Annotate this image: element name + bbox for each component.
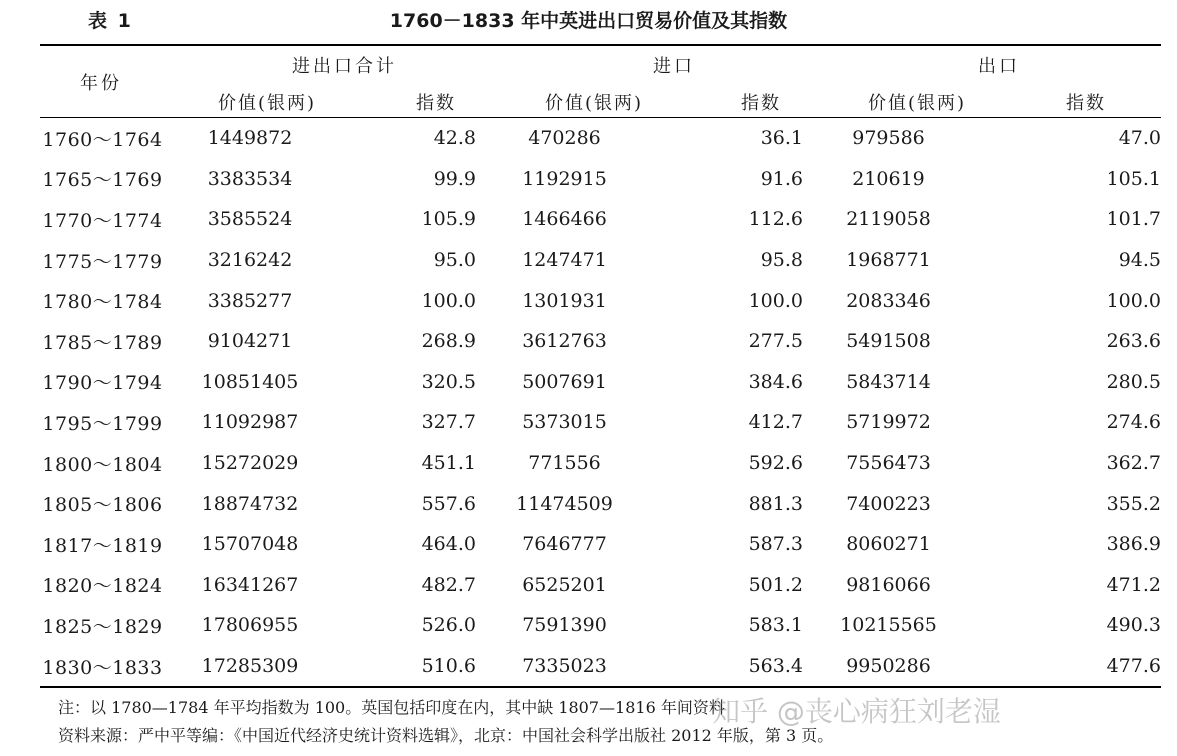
table-row <box>40 118 1161 159</box>
cell-total-value: 16341267 <box>201 573 299 596</box>
cell-import-index: 583.1 <box>748 614 803 637</box>
cell-export-index: 477.6 <box>1106 655 1161 678</box>
table-number: 表 1 <box>88 10 133 32</box>
cell-year: 1770～1774 <box>42 209 163 232</box>
table-row <box>40 199 1161 240</box>
source-line: 资料来源：严中平等编：《中国近代经济史统计资料选辑》，北京：中国社会科学出版社 2012 年版，第 3 页。 <box>58 726 834 745</box>
cell-export-value: 979586 <box>852 127 925 150</box>
cell-export-index: 362.7 <box>1106 452 1161 475</box>
header-export-index: 指数 <box>1066 93 1106 114</box>
cell-import-index: 412.7 <box>748 411 803 434</box>
cell-export-index: 274.6 <box>1106 411 1161 434</box>
cell-import-value: 7335023 <box>522 655 607 678</box>
cell-export-index: 263.6 <box>1106 330 1161 353</box>
cell-import-index: 587.3 <box>748 533 803 556</box>
cell-import-value: 1247471 <box>522 249 607 272</box>
cell-export-index: 47.0 <box>1118 127 1161 150</box>
cell-total-index: 451.1 <box>421 452 476 475</box>
cell-export-value: 5843714 <box>846 370 931 393</box>
cell-import-value: 3612763 <box>522 330 607 353</box>
header-group-total: 进出口合计 <box>292 56 397 77</box>
header-export-value: 价值(银两) <box>868 93 967 114</box>
cell-import-index: 592.6 <box>748 452 803 475</box>
cell-total-value: 17806955 <box>201 614 299 637</box>
cell-total-value: 10851405 <box>201 370 299 393</box>
cell-total-value: 3385277 <box>207 289 293 312</box>
cell-import-value: 1192915 <box>522 167 607 190</box>
cell-total-index: 510.6 <box>421 655 476 678</box>
cell-total-index: 557.6 <box>421 492 476 515</box>
cell-total-value: 3216242 <box>207 249 293 272</box>
header-import-value: 价值(银两) <box>545 93 644 114</box>
cell-export-index: 280.5 <box>1106 370 1161 393</box>
table-title: 1760－1833 年中英进出口贸易价值及其指数 <box>389 10 788 32</box>
watermark: 知乎 @丧心病狂刘老湿 <box>712 695 1001 728</box>
cell-year: 1760～1764 <box>42 128 163 151</box>
table-row <box>40 402 1161 443</box>
cell-year: 1825～1829 <box>42 615 163 638</box>
cell-import-index: 384.6 <box>748 370 803 393</box>
cell-export-index: 490.3 <box>1106 614 1161 637</box>
cell-import-index: 501.2 <box>748 573 803 596</box>
cell-import-index: 91.6 <box>760 167 803 190</box>
header-year: 年份 <box>80 73 122 94</box>
header-group-export: 出口 <box>978 56 1020 77</box>
cell-total-value: 9104271 <box>207 330 293 353</box>
cell-export-index: 386.9 <box>1106 533 1161 556</box>
cell-total-index: 526.0 <box>421 614 476 637</box>
top-rule <box>40 44 1161 46</box>
cell-export-index: 101.7 <box>1106 208 1161 231</box>
cell-import-index: 100.0 <box>748 289 803 312</box>
table-caption <box>0 0 1177 40</box>
cell-total-index: 268.9 <box>421 330 476 353</box>
cell-import-value: 6525201 <box>522 573 607 596</box>
header-total-value: 价值(银两) <box>218 93 317 114</box>
cell-import-index: 95.8 <box>760 249 803 272</box>
cell-total-index: 327.7 <box>421 411 476 434</box>
cell-year: 1775～1779 <box>42 250 163 273</box>
cell-total-value: 3585524 <box>207 208 293 231</box>
cell-export-index: 471.2 <box>1106 573 1161 596</box>
cell-total-index: 482.7 <box>421 573 476 596</box>
table-row <box>40 240 1161 281</box>
table-row <box>40 605 1161 646</box>
table-row <box>40 280 1161 321</box>
cell-year: 1795～1799 <box>42 412 163 435</box>
cell-import-value: 7591390 <box>522 614 607 637</box>
cell-total-index: 464.0 <box>421 533 476 556</box>
cell-export-index: 355.2 <box>1106 492 1161 515</box>
table-row <box>40 565 1161 606</box>
cell-export-value: 1968771 <box>846 249 931 272</box>
table-row <box>40 443 1161 484</box>
cell-total-value: 17285309 <box>201 655 299 678</box>
trade-table <box>40 118 1161 686</box>
cell-export-value: 9950286 <box>846 655 931 678</box>
cell-year: 1800～1804 <box>42 453 163 476</box>
cell-export-index: 100.0 <box>1106 289 1161 312</box>
cell-total-index: 99.9 <box>433 167 476 190</box>
cell-export-value: 210619 <box>852 167 925 190</box>
cell-export-value: 5491508 <box>846 330 931 353</box>
cell-import-value: 1301931 <box>522 289 607 312</box>
table-row <box>40 524 1161 565</box>
cell-total-index: 100.0 <box>421 289 476 312</box>
cell-year: 1765～1769 <box>42 169 163 192</box>
cell-year: 1780～1784 <box>42 291 163 314</box>
cell-import-value: 1466466 <box>522 208 607 231</box>
cell-export-value: 10215565 <box>840 614 937 637</box>
table-row <box>40 159 1161 200</box>
bottom-rule <box>40 686 1161 688</box>
table-row <box>40 362 1161 403</box>
cell-import-index: 881.3 <box>748 492 803 515</box>
note-line: 注：以 1780—1784 年平均指数为 100。英国包括印度在内，其中缺 1807—1816 年间资料 <box>58 698 725 717</box>
cell-import-value: 5373015 <box>522 411 607 434</box>
cell-year: 1805～1806 <box>42 494 163 517</box>
cell-export-index: 105.1 <box>1106 167 1161 190</box>
cell-export-value: 2083346 <box>846 289 931 312</box>
cell-total-index: 105.9 <box>421 208 476 231</box>
cell-import-value: 470286 <box>528 127 601 150</box>
cell-total-index: 42.8 <box>433 127 476 150</box>
cell-export-value: 9816066 <box>846 573 931 596</box>
table-row <box>40 321 1161 362</box>
cell-total-index: 95.0 <box>433 249 476 272</box>
cell-total-value: 18874732 <box>201 492 299 515</box>
cell-export-index: 94.5 <box>1118 249 1161 272</box>
cell-export-value: 5719972 <box>846 411 931 434</box>
cell-import-index: 36.1 <box>760 127 803 150</box>
header-group-import: 进口 <box>653 56 695 77</box>
cell-import-value: 11474509 <box>516 492 613 515</box>
header-total-index: 指数 <box>416 93 456 114</box>
cell-year: 1817～1819 <box>42 534 163 557</box>
cell-import-index: 277.5 <box>748 330 803 353</box>
table-row <box>40 646 1161 687</box>
cell-total-value: 11092987 <box>201 411 299 434</box>
cell-total-value: 3383534 <box>207 167 293 190</box>
cell-export-value: 7400223 <box>846 492 931 515</box>
cell-year: 1820～1824 <box>42 575 163 598</box>
cell-export-value: 2119058 <box>846 208 931 231</box>
cell-total-value: 15707048 <box>201 533 299 556</box>
cell-import-index: 563.4 <box>748 655 803 678</box>
cell-year: 1785～1789 <box>42 331 163 354</box>
cell-export-value: 8060271 <box>846 533 931 556</box>
cell-import-index: 112.6 <box>748 208 803 231</box>
table-row <box>40 483 1161 524</box>
cell-export-value: 7556473 <box>846 452 931 475</box>
cell-import-value: 7646777 <box>522 533 607 556</box>
cell-year: 1790～1794 <box>42 372 163 395</box>
cell-import-value: 771556 <box>528 452 601 475</box>
cell-total-index: 320.5 <box>421 370 476 393</box>
header-import-index: 指数 <box>741 93 781 114</box>
cell-total-value: 15272029 <box>201 452 299 475</box>
cell-year: 1830～1833 <box>42 656 163 679</box>
cell-total-value: 1449872 <box>207 127 293 150</box>
cell-import-value: 5007691 <box>522 370 607 393</box>
